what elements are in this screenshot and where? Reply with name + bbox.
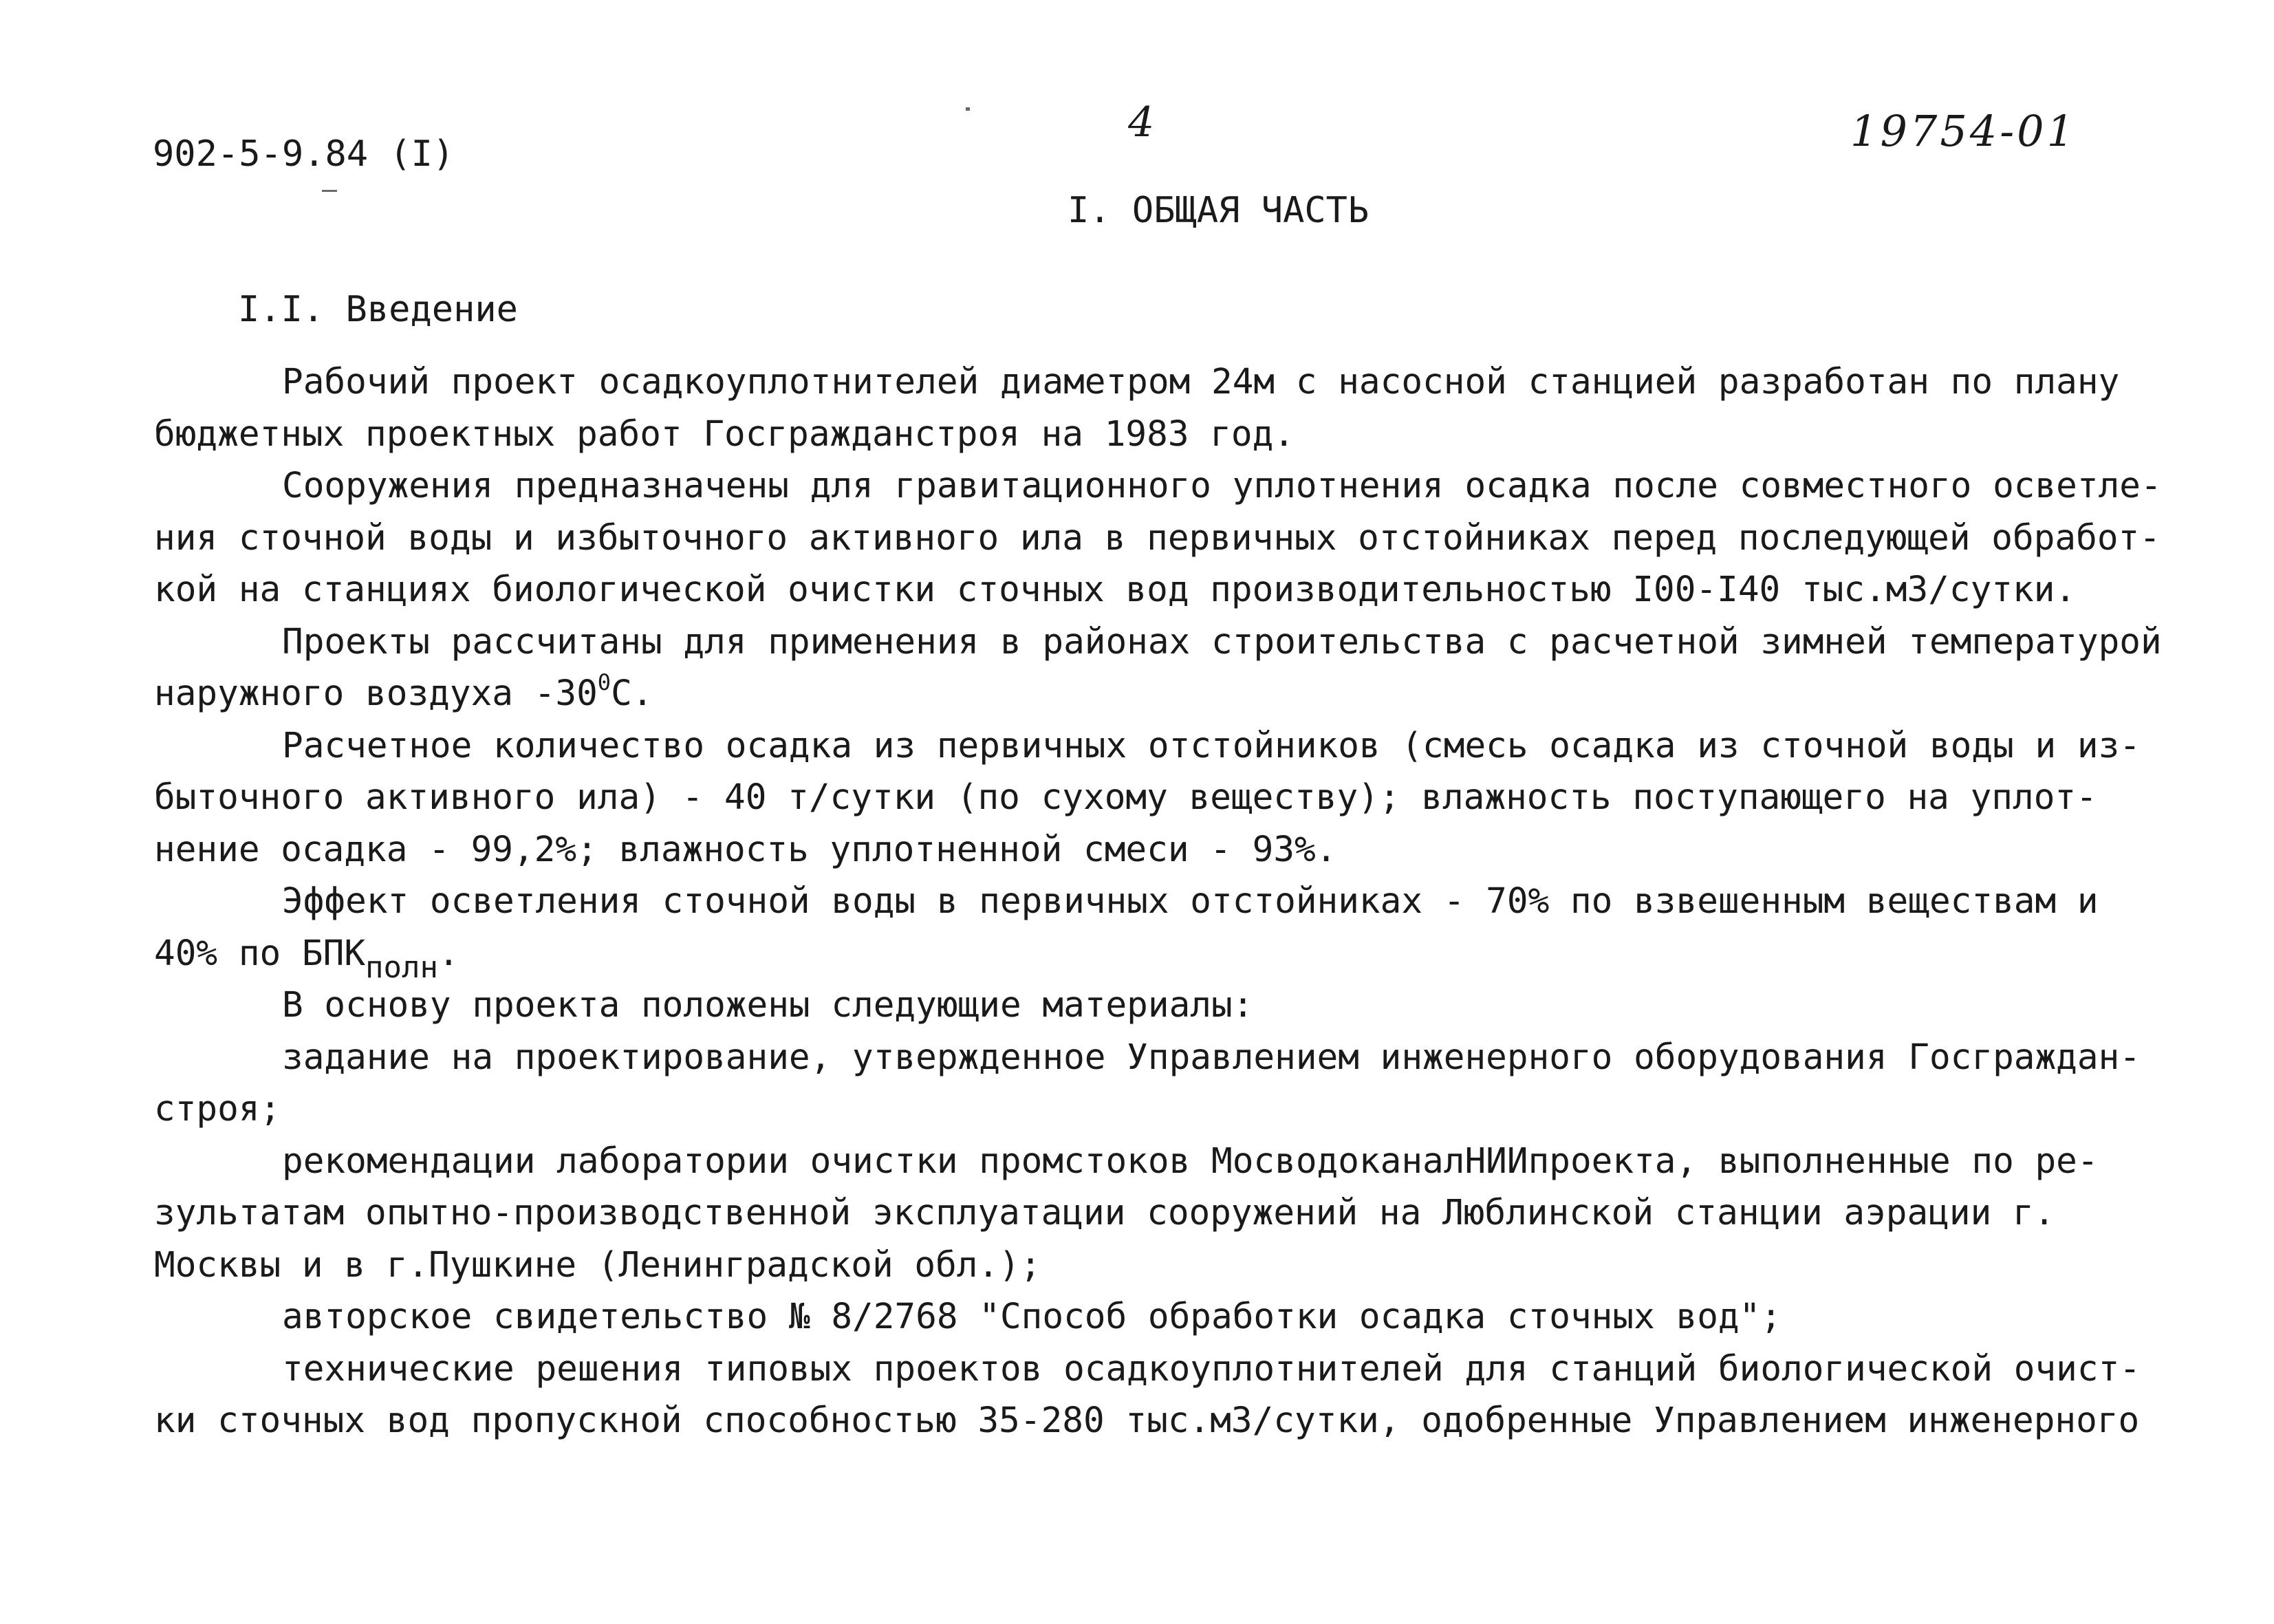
body-text (154, 356, 2176, 1447)
text-line: Москвы и в г.Пушкине (Ленинградской обл.); (154, 1244, 1041, 1286)
text-line-temperature (154, 668, 2176, 720)
text-line: Расчетное количество осадка из первичных отстойников (смесь осадка из сточной воды и из- (282, 725, 2141, 766)
text-fragment: 40% по БПК (154, 933, 366, 974)
text-line: строя; (154, 1089, 281, 1129)
text-line-bpk (154, 928, 2176, 985)
text-line: кой на станциях биологической очистки сточных вод производительностью I00-I40 тыс.м3/сутки. (154, 570, 2077, 610)
text-line: задание на проектирование, утвержденное Управлением инженерного оборудования Госграждан- (282, 1037, 2141, 1078)
text-fragment: . (438, 933, 459, 974)
scan-speck (966, 107, 970, 111)
text-line: рекомендации лаборатории очистки промстоков МосводоканалНИИпроекта, выполненные по ре- (282, 1140, 2099, 1182)
text-line: бюджетных проектных работ Госгражданстроя на 1983 год. (154, 413, 1295, 455)
text-line: ки сточных вод пропускной способностью 35-280 тыс.м3/сутки, одобренные Управлением инженерного (154, 1400, 2140, 1441)
text-line: быточного активного ила) - 40 т/сутки (по сухому веществу); влажность поступающего на уплот- (154, 777, 2097, 818)
text-line: нение осадка - 99,2%; влажность уплотненной смеси - 93%. (154, 829, 1337, 870)
scan-speck (322, 190, 337, 192)
text-line: Эффект осветления сточной воды в первичных отстойниках - 70% по взвешенным веществам и (282, 881, 2099, 922)
text-line: ния сточной воды и избыточного активного ила в первичных отстойниках перед последующей обработ- (154, 517, 2161, 559)
section-title: I. ОБЩАЯ ЧАСТЬ (1068, 190, 1369, 231)
text-line: В основу проекта положены следующие материалы: (282, 985, 1254, 1026)
text-line: Проекты рассчитаны для применения в районах строительства с расчетной зимней температурой (282, 621, 2162, 662)
bpk-subscript: полн (365, 949, 439, 985)
subsection-title: I.I. Введение (238, 289, 518, 330)
document-code: 902-5-9.84 (I) (153, 133, 455, 175)
text-line: технические решения типовых проектов осадкоуплотнителей для станций биологической очист- (282, 1348, 2141, 1389)
inventory-number: 19754-01 (1850, 106, 2077, 156)
text-line: Сооружения предназначены для гравитационного уплотнения осадка после совместного осветле- (282, 466, 2162, 506)
text-line: Рабочий проект осадкоуплотнителей диаметром 24м с насосной станцией разработан по плану (282, 362, 2120, 402)
text-line: авторское свидетельство № 8/2768 "Способ обработки осадка сточных вод"; (282, 1297, 1782, 1337)
text-line: зультатам опытно-производственной эксплуатации сооружений на Люблинской станции аэрации г. (154, 1193, 2055, 1233)
degree-superscript: 0 (597, 669, 611, 695)
text-fragment: С. (611, 673, 653, 714)
page-number: 4 (1128, 98, 1155, 147)
text-fragment: наружного воздуха -30 (154, 673, 598, 714)
